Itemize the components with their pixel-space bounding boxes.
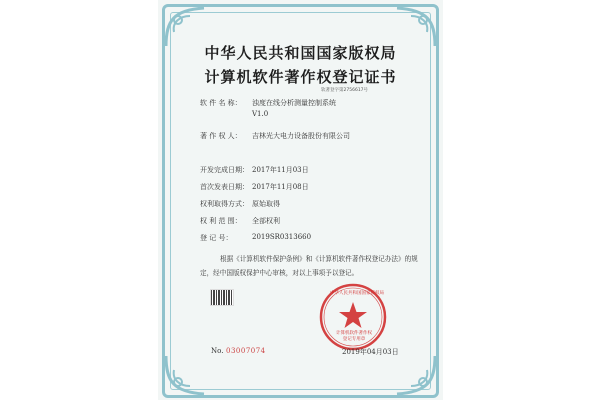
acquire-method-value: 原始取得 [252,200,280,208]
rights-scope-label: 权 利 范 围： [200,217,242,225]
registration-number-label: 登 记 号： [200,234,233,242]
issue-date: 2019年04月03日 [342,348,399,356]
dev-date-label: 开发完成日期： [200,166,249,174]
seal-bottom-line2: 登记专用章 [342,337,366,342]
registration-number-value: 2019SR0313660 [252,233,312,241]
seal-top-text: 中华人民共和国国家版权局 [330,291,384,296]
rights-scope-value: 全部权利 [252,217,280,225]
barcode-image [210,289,234,306]
software-name-value: 浊度在线分析测量控制系统 [252,99,336,107]
seal-bottom-line1: 计算机软件著作权 [336,331,372,336]
corner-ornament-icon [391,350,441,400]
pub-date-label: 首次发表日期： [200,183,249,191]
serial-number: 03007074 [226,347,266,355]
dev-date-value: 2017年11月03日 [252,166,309,174]
certificate [158,0,443,400]
issuer-title: 中华人民共和国国家版权局 [204,44,397,62]
software-name-label: 软 件 名 称： [200,99,242,107]
acquire-method-label: 权利取得方式： [200,200,249,208]
registration-statement: 根据《计算机软件保护条例》和《计算机软件著作权登记办法》的规定，经中国版权保护中心审核，对以上事项予以登记。 [200,255,418,277]
corner-ornament-icon [160,350,210,400]
serial-label: No. [211,347,224,355]
software-version-value: V1.0 [252,110,269,118]
owner-label: 著 作 权 人： [200,132,242,140]
certificate-number: 软著登字第2756617号 [321,88,369,93]
pub-date-value: 2017年11月08日 [252,183,309,191]
owner-value: 吉林光大电力设备股份有限公司 [252,132,350,140]
certificate-title: 计算机软件著作权登记证书 [204,68,397,86]
